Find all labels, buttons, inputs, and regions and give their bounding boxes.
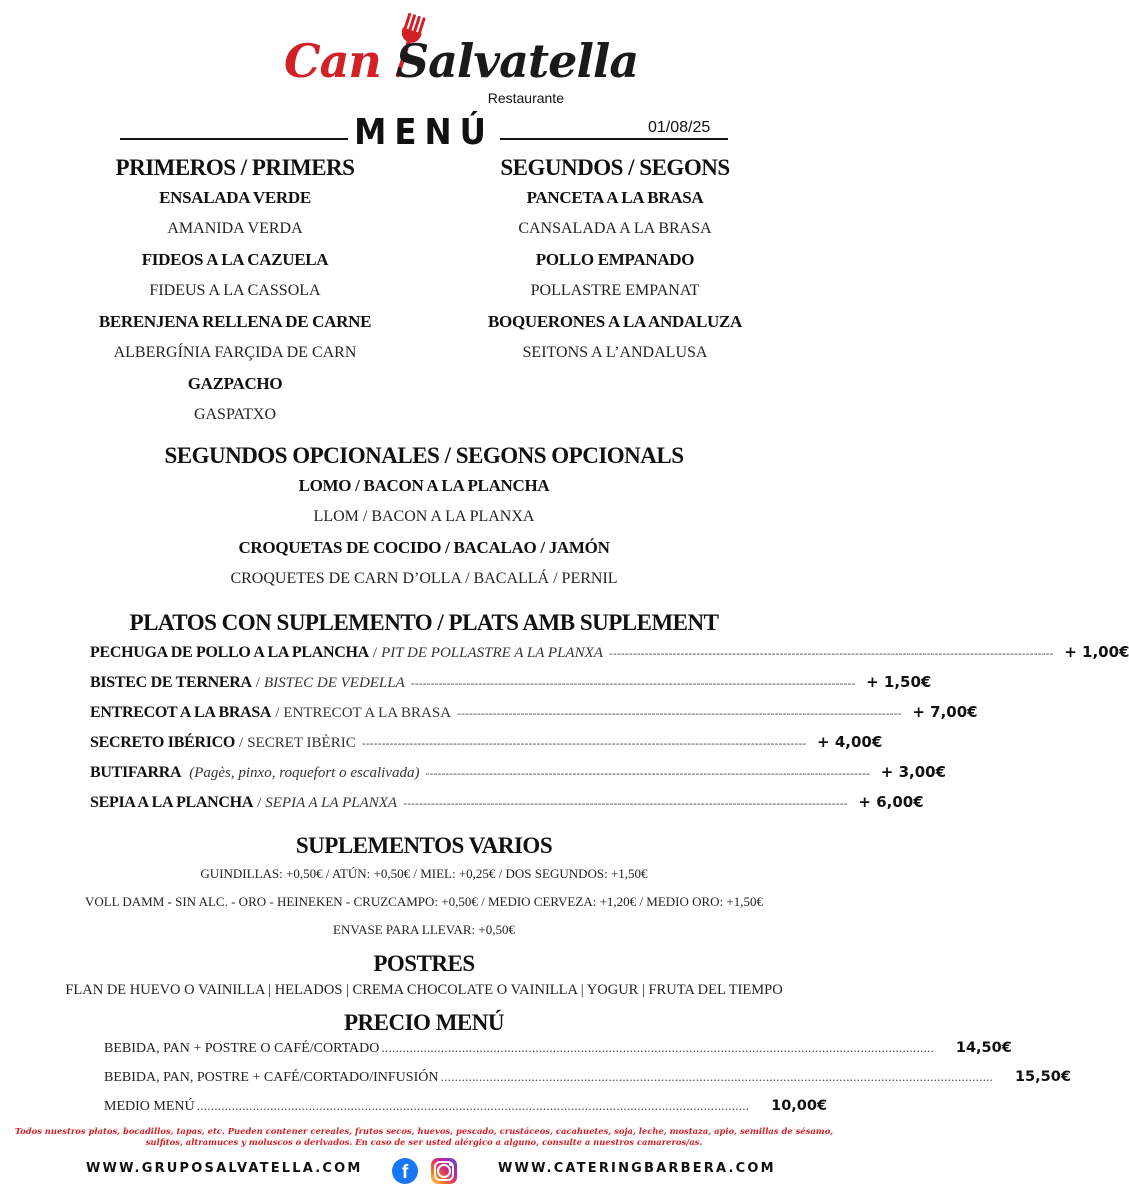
sup-price: + 4,00€ — [817, 733, 883, 751]
list-item — [90, 643, 1129, 673]
suplemento-section — [0, 609, 848, 637]
leader-dots: .............................................................................................................................................................. — [440, 1071, 993, 1084]
varios-line: VOLL DAMM - SIN ALC. - ORO - HEINEKEN - CRUZCAMPO: +0,50€ / MEDIO CERVEZA: +1,20€ / MEDIO ORO: +1,50€ — [84, 894, 764, 909]
varios-line: GUINDILLAS: +0,50€ / ATÚN: +0,50€ / MIEL: +0,25€ / DOS SEGUNDOS: +1,50€ — [200, 866, 648, 881]
sup-separator: / — [255, 675, 260, 691]
menu-date: 01/08/25 — [648, 119, 711, 136]
suplemento-title: PLATOS CON SUPLEMENTO / PLATS AMB SUPLEMENT — [129, 610, 719, 635]
precio-label: BEBIDA, PAN, POSTRE + CAFÉ/CORTADO/INFUSIÓN — [104, 1070, 439, 1085]
sup-dish-ca: ENTRECOT A LA BRASA — [283, 705, 452, 721]
dish-es: BOQUERONES A LA ANDALUZA — [487, 312, 742, 331]
sup-dish-ca: BISTEC DE VEDELLA — [263, 675, 405, 691]
leader-dashes: ---------------------------------------------------------------------------------------------------------------- — [410, 677, 856, 690]
sup-price: + 1,50€ — [866, 673, 932, 691]
sup-separator: / — [257, 795, 262, 811]
primeros-title: PRIMEROS / PRIMERS — [115, 155, 355, 180]
precio-label: BEBIDA, PAN + POSTRE O CAFÉ/CORTADO — [104, 1041, 380, 1056]
list-item — [104, 1040, 1012, 1069]
dish-ca: SEITONS A L’ANDALUSA — [522, 344, 708, 361]
dish-es: ENSALADA VERDE — [159, 188, 311, 207]
sup-separator: / — [275, 705, 280, 721]
leader-dashes: ---------------------------------------------------------------------------------------------------------------- — [608, 647, 1054, 660]
varios-title: SUPLEMENTOS VARIOS — [295, 833, 553, 858]
dish-ca: POLLASTRE EMPANAT — [530, 282, 700, 299]
sup-separator: / — [239, 735, 244, 751]
facebook-icon[interactable]: f — [392, 1158, 418, 1184]
opcionales-title: SEGUNDOS OPCIONALES / SEGONS OPCIONALS — [164, 443, 684, 468]
leader-dashes: ---------------------------------------------------------------------------------------------------------------- — [457, 707, 902, 720]
precio-section — [0, 1009, 848, 1037]
sup-price: + 6,00€ — [858, 793, 924, 811]
sup-dish-name: ENTRECOT A LA BRASA — [90, 704, 272, 721]
dish-ca: FIDEUS A LA CASSOLA — [149, 282, 321, 299]
opcionales-section — [0, 442, 848, 594]
precio-label: MEDIO MENÚ — [104, 1099, 195, 1114]
sup-dish-ca: SECRET IBÈRIC — [247, 735, 356, 751]
suplemento-list — [90, 643, 1129, 823]
dish-es: POLLO EMPANADO — [535, 250, 695, 269]
dish-ca: CROQUETES DE CARN D’OLLA / BACALLÁ / PERNIL — [230, 570, 618, 587]
instagram-icon[interactable] — [431, 1158, 457, 1184]
dish-ca: LLOM / BACON A LA PLANXA — [313, 508, 535, 525]
precio-price: 14,50€ — [955, 1040, 1012, 1056]
menu-title: MENÚ — [354, 112, 494, 153]
sup-dish-ca: SEPIA A LA PLANXA — [265, 795, 398, 811]
sup-price: + 3,00€ — [880, 763, 947, 781]
sup-price: + 1,00€ — [1064, 643, 1129, 661]
dish-es: CROQUETAS DE COCIDO / BACALAO / JAMÓN — [238, 538, 610, 557]
website-link-right[interactable]: WWW.CATERINGBARBERA.COM — [498, 1161, 776, 1176]
dish-ca: CANSALADA A LA BRASA — [518, 220, 712, 237]
dish-es: GAZPACHO — [187, 374, 283, 393]
footer — [0, 1158, 848, 1184]
sup-price: + 7,00€ — [912, 703, 978, 721]
dish-es: LOMO / BACON A LA PLANCHA — [298, 476, 550, 495]
sup-dish-name: BUTIFARRA — [90, 764, 182, 781]
primeros-section — [90, 154, 380, 430]
precio-price: 15,50€ — [1014, 1069, 1071, 1085]
postres-line: FLAN DE HUEVO O VAINILLA | HELADOS | CREMA CHOCOLATE O VAINILLA | YOGUR | FRUTA DEL TIEMPO — [65, 982, 783, 998]
varios-line: ENVASE PARA LLEVAR: +0,50€ — [333, 922, 515, 937]
sup-separator: / — [372, 645, 378, 661]
leader-dots: .............................................................................................................................................................. — [381, 1042, 934, 1055]
list-item — [90, 673, 932, 703]
dish-ca: AMANIDA VERDA — [167, 220, 303, 237]
dish-ca: GASPATXO — [193, 406, 277, 423]
allergen-note: Todos nuestros platos, bocadillos, tapas, etc. Pueden contener cereales, frutos secos, huevos, pescado, crustáceos, cacahuetes, soja, leche, mostaza, apio, semillas de sésamo, sulfitos, altramuces y moluscos o derivados. En caso de ser usted alérgico a alguno, consulte a nuestros camareros/as. — [14, 1126, 834, 1147]
dish-es: FIDEOS A LA CAZUELA — [141, 250, 329, 269]
list-item — [104, 1098, 828, 1127]
logo — [280, 12, 639, 112]
leader-dashes: ---------------------------------------------------------------------------------------------------------------- — [403, 797, 848, 810]
sup-dish-ca: (Pagès, pinxo, roquefort o escalivada) — [189, 765, 420, 781]
varios-section — [0, 832, 848, 944]
postres-section — [0, 950, 848, 999]
list-item — [90, 703, 978, 733]
sup-dish-ca: PIT DE POLLASTRE A LA PLANXA — [381, 645, 603, 661]
list-item — [90, 793, 924, 823]
list-item — [104, 1069, 1071, 1098]
sup-dish-name: SEPIA A LA PLANCHA — [90, 794, 254, 811]
list-item — [90, 733, 883, 763]
brand-name: Can Salvatella — [284, 34, 639, 88]
leader-dots: .............................................................................................................................................................. — [196, 1100, 750, 1113]
list-item — [90, 763, 947, 793]
sup-dish-name: SECRETO IBÉRICO — [90, 734, 236, 751]
precio-price: 10,00€ — [771, 1098, 828, 1114]
sup-dish-name: BISTEC DE TERNERA — [90, 674, 252, 691]
segundos-title: SEGUNDOS / SEGONS — [500, 155, 730, 180]
leader-dashes: ---------------------------------------------------------------------------------------------------------------- — [361, 737, 807, 750]
sup-dish-name: PECHUGA DE POLLO A LA PLANCHA — [90, 644, 369, 661]
precio-title: PRECIO MENÚ — [344, 1010, 504, 1035]
website-link-left[interactable]: WWW.GRUPOSALVATELLA.COM — [86, 1161, 363, 1176]
leader-dashes: ---------------------------------------------------------------------------------------------------------------- — [425, 767, 871, 780]
segundos-section — [470, 154, 760, 368]
dish-es: BERENJENA RELLENA DE CARNE — [98, 312, 372, 331]
dish-es: PANCETA A LA BRASA — [526, 188, 704, 207]
dish-ca: ALBERGÍNIA FARÇIDA DE CARN — [113, 344, 357, 361]
header-rule-right — [500, 138, 728, 140]
precio-list — [104, 1040, 1071, 1127]
postres-title: POSTRES — [373, 951, 475, 976]
brand-subtitle: Restaurante — [487, 90, 564, 106]
